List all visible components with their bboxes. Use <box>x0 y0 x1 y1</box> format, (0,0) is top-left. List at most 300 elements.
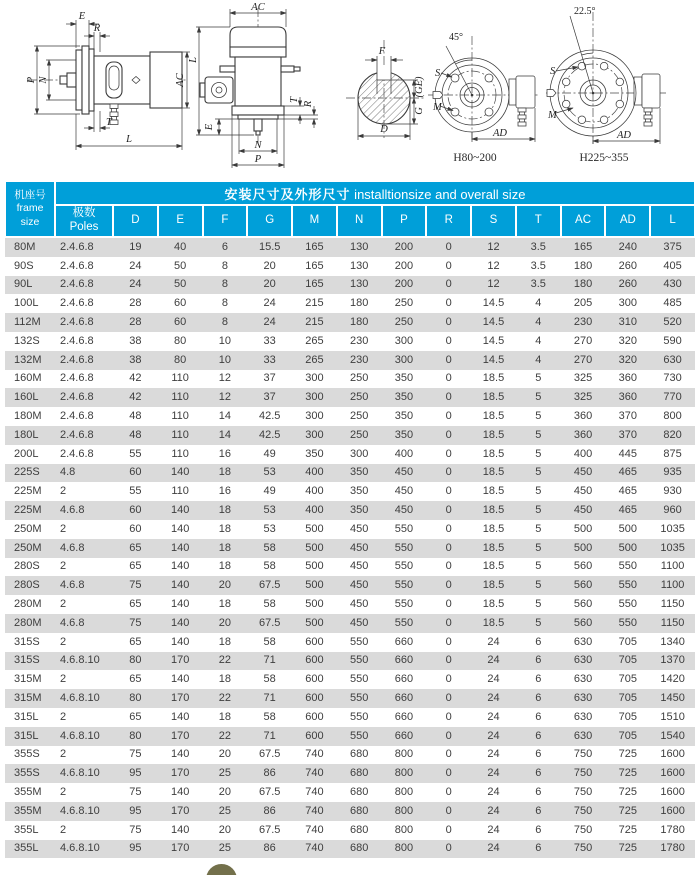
dim-value-cell: 550 <box>350 729 369 742</box>
dim-value-cell: 250 <box>394 297 414 310</box>
dim-value-cell: 140 <box>170 560 190 573</box>
dim-value-cell: 0 <box>445 410 452 423</box>
frame-size-cell: 225M <box>14 485 42 498</box>
dim-value-cell: 170 <box>170 692 190 705</box>
dim-value-cell: 250 <box>394 316 414 329</box>
poles-cell: 2 <box>60 673 67 686</box>
frame-size-cell: 112M <box>14 316 41 329</box>
dim-value-cell: 550 <box>350 692 369 705</box>
dim-value-cell: 1540 <box>660 729 685 742</box>
dim-value-cell: 930 <box>663 485 682 498</box>
frame-size-cell: 355L <box>14 823 39 836</box>
dim-value-cell: 0 <box>445 560 452 573</box>
dim-value-cell: 550 <box>394 598 414 611</box>
dim-value-cell: 5 <box>535 447 542 460</box>
poles-cell: 4.6.8.10 <box>60 729 100 742</box>
dim-value-cell: 18 <box>218 541 232 554</box>
dim-value-cell: 24 <box>487 673 500 686</box>
dim-value-cell: 0 <box>445 428 452 441</box>
dim-value-cell: 14 <box>218 410 232 423</box>
motor-side-view-drawing <box>26 11 190 150</box>
dim-value-cell: 800 <box>394 804 414 817</box>
poles-cell: 4.6.8 <box>60 616 85 629</box>
dim-value-cell: 325 <box>573 372 593 385</box>
dim-value-cell: 25 <box>218 804 232 817</box>
dim-value-cell: 48 <box>129 428 142 441</box>
dim-value-cell: 660 <box>394 635 414 648</box>
dim-value-cell: 5 <box>535 598 542 611</box>
dim-value-cell: 0 <box>445 823 452 836</box>
dim-value-cell: 680 <box>350 786 369 798</box>
dim-value-cell: 800 <box>394 748 414 761</box>
poles-cell: 2.4.6.8 <box>60 428 94 441</box>
dim-value-cell: 550 <box>394 579 414 592</box>
dim-value-cell: 55 <box>129 447 142 460</box>
dim-value-cell: 1035 <box>660 522 685 535</box>
dim-value-cell: 75 <box>129 616 142 629</box>
dim-value-cell: 230 <box>350 334 369 347</box>
dim-value-cell: 800 <box>394 842 414 855</box>
dim-value-cell: 80 <box>129 654 142 667</box>
table-row <box>5 633 695 652</box>
dim-value-cell: 18 <box>218 598 232 611</box>
dim-value-cell: 20 <box>218 616 232 629</box>
dim-value-cell: 730 <box>663 372 682 385</box>
table-row <box>5 764 695 783</box>
dim-value-cell: 165 <box>305 278 324 291</box>
col-header-p: P <box>382 205 427 237</box>
dim-value-cell: 170 <box>170 842 190 855</box>
dim-value-cell: 67.5 <box>258 823 281 836</box>
poles-cell: 2 <box>60 786 67 798</box>
dim-value-cell: 0 <box>445 804 452 817</box>
table-row <box>5 802 695 821</box>
poles-header <box>55 205 113 237</box>
dim-value-cell: 500 <box>618 541 637 554</box>
dim-value-cell: 18 <box>218 673 232 686</box>
dim-value-cell: 450 <box>573 466 593 479</box>
dim-label-t: T <box>106 117 112 128</box>
dim-value-cell: 75 <box>129 579 142 592</box>
dim-value-cell: 130 <box>350 240 369 253</box>
dim-value-cell: 58 <box>263 598 276 611</box>
dim-value-cell: 660 <box>394 692 414 705</box>
dim-value-cell: 4 <box>535 316 542 329</box>
frame-size-cell: 132M <box>14 353 42 366</box>
dim-value-cell: 110 <box>171 410 189 423</box>
dim-value-cell: 4 <box>535 297 542 310</box>
dim-value-cell: 740 <box>305 767 324 780</box>
dim-value-cell: 450 <box>350 598 369 611</box>
dim-value-cell: 820 <box>663 428 682 441</box>
dim-value-cell: 0 <box>445 297 452 310</box>
poles-cell: 4.6.8.10 <box>60 654 100 667</box>
dim-value-cell: 265 <box>305 353 324 366</box>
dim-value-cell: 660 <box>394 673 414 686</box>
dim-value-cell: 0 <box>445 485 452 498</box>
dim-value-cell: 750 <box>573 767 593 780</box>
dim-value-cell: 12 <box>487 240 500 253</box>
dim-value-cell: 58 <box>263 635 276 648</box>
dim-value-cell: 24 <box>487 804 500 817</box>
dim-value-cell: 310 <box>618 316 637 329</box>
dim-value-cell: 24 <box>129 259 142 272</box>
dim-value-cell: 260 <box>618 259 637 272</box>
table-row <box>5 237 695 257</box>
table-row <box>5 783 695 802</box>
dim-value-cell: 550 <box>618 560 637 573</box>
dim-value-cell: 600 <box>305 729 324 742</box>
dim-value-cell: 725 <box>618 767 637 780</box>
dim-value-cell: 71 <box>263 729 276 742</box>
dim-value-cell: 1780 <box>660 842 685 855</box>
dim-value-cell: 740 <box>305 823 324 836</box>
dim-value-cell: 215 <box>305 297 324 310</box>
dim-value-cell: 0 <box>445 673 452 686</box>
dim-value-cell: 140 <box>170 598 190 611</box>
dim-value-cell: 375 <box>663 240 682 253</box>
dim-label-m: M <box>433 102 442 113</box>
dim-value-cell: 800 <box>394 823 414 836</box>
dim-value-cell: 95 <box>129 804 142 817</box>
dim-value-cell: 86 <box>263 767 276 780</box>
frame-size-cell: 225S <box>14 466 40 479</box>
dim-value-cell: 12 <box>487 259 500 272</box>
dim-label-m2: M <box>548 110 557 121</box>
dim-value-cell: 75 <box>129 786 142 798</box>
dim-label-ad2: AD <box>617 130 631 141</box>
dim-value-cell: 140 <box>170 786 190 798</box>
dim-value-cell: 960 <box>663 504 682 517</box>
dim-value-cell: 24 <box>487 654 500 667</box>
poles-cell: 2.4.6.8 <box>60 316 94 329</box>
dim-value-cell: 8 <box>221 259 228 272</box>
dim-value-cell: 270 <box>573 334 593 347</box>
dim-value-cell: 20 <box>218 823 232 836</box>
dim-value-cell: 630 <box>573 635 593 648</box>
dim-value-cell: 110 <box>171 428 189 441</box>
dim-value-cell: 360 <box>618 391 637 404</box>
dim-label-p2: P <box>254 154 262 165</box>
dim-value-cell: 630 <box>573 654 593 667</box>
dim-value-cell: 6 <box>221 240 228 253</box>
dim-value-cell: 500 <box>305 616 324 629</box>
dim-value-cell: 5 <box>535 616 542 629</box>
col-header-m: M <box>292 205 337 237</box>
dim-value-cell: 1600 <box>660 786 685 798</box>
dim-value-cell: 875 <box>663 447 682 460</box>
table-title <box>55 181 695 205</box>
poles-cell: 2.4.6.8 <box>60 447 94 460</box>
dim-value-cell: 240 <box>618 240 637 253</box>
dim-value-cell: 725 <box>618 804 637 817</box>
dim-value-cell: 140 <box>170 823 190 836</box>
dim-value-cell: 300 <box>305 428 324 441</box>
dim-value-cell: 200 <box>394 259 414 272</box>
dim-value-cell: 725 <box>618 748 637 761</box>
dim-value-cell: 725 <box>618 842 637 855</box>
dim-value-cell: 140 <box>170 748 190 761</box>
frame-size-cell: 225M <box>14 504 42 517</box>
dim-value-cell: 49 <box>263 485 276 498</box>
dim-value-cell: 660 <box>394 654 414 667</box>
dim-label-t2: T <box>289 97 300 103</box>
dim-value-cell: 12 <box>218 372 232 385</box>
dim-value-cell: 465 <box>618 466 637 479</box>
table-row <box>5 689 695 708</box>
dim-value-cell: 450 <box>350 579 369 592</box>
dim-value-cell: 22 <box>218 729 232 742</box>
dimension-table <box>4 180 696 858</box>
table-row <box>5 840 695 859</box>
dim-value-cell: 130 <box>350 278 369 291</box>
dim-label-ac2: AC <box>251 2 265 13</box>
dim-value-cell: 5 <box>535 560 542 573</box>
dim-value-cell: 140 <box>170 541 190 554</box>
dim-label-r: R <box>93 23 101 34</box>
dim-value-cell: 14.5 <box>482 334 505 347</box>
frame-size-cell: 180M <box>14 410 42 423</box>
frame-size-cell: 250M <box>14 522 42 535</box>
frame-size-cell: 280M <box>14 598 42 611</box>
dim-value-cell: 485 <box>663 297 682 310</box>
dim-value-cell: 10 <box>218 334 232 347</box>
dim-value-cell: 1450 <box>660 692 685 705</box>
dim-label-d: D <box>380 124 388 135</box>
dim-value-cell: 0 <box>445 240 452 253</box>
dim-value-cell: 140 <box>170 635 190 648</box>
dim-value-cell: 170 <box>170 654 190 667</box>
dim-value-cell: 65 <box>129 560 142 573</box>
table-row <box>5 276 695 295</box>
dim-value-cell: 430 <box>663 278 682 291</box>
dim-value-cell: 0 <box>445 372 452 385</box>
dim-value-cell: 65 <box>129 598 142 611</box>
dim-value-cell: 680 <box>350 842 369 855</box>
frame-size-cell: 90L <box>14 278 33 291</box>
dim-value-cell: 5 <box>535 466 542 479</box>
table-row <box>5 370 695 389</box>
frame-size-header-en: frame size <box>16 202 44 228</box>
frame-size-cell: 160M <box>14 372 42 385</box>
dim-value-cell: 560 <box>573 598 593 611</box>
dim-value-cell: 500 <box>305 598 324 611</box>
dim-value-cell: 180 <box>573 259 593 272</box>
dim-value-cell: 16 <box>218 447 232 460</box>
dim-value-cell: 110 <box>171 391 189 404</box>
frame-size-cell: 315M <box>14 673 42 686</box>
frame-size-cell: 355S <box>14 767 40 780</box>
dim-value-cell: 265 <box>305 334 324 347</box>
table-header <box>5 181 695 237</box>
dim-value-cell: 42 <box>129 372 142 385</box>
dim-value-cell: 0 <box>445 391 452 404</box>
dim-value-cell: 6 <box>535 635 542 648</box>
dim-value-cell: 60 <box>129 466 142 479</box>
poles-cell: 2 <box>60 598 67 611</box>
dim-value-cell: 53 <box>263 466 276 479</box>
dim-value-cell: 60 <box>129 504 142 517</box>
dim-value-cell: 0 <box>445 522 452 535</box>
dim-value-cell: 180 <box>350 316 369 329</box>
dim-value-cell: 740 <box>305 748 324 761</box>
dim-value-cell: 400 <box>305 466 324 479</box>
dim-value-cell: 165 <box>305 240 324 253</box>
frame-size-cell: 280S <box>14 560 40 573</box>
dim-value-cell: 600 <box>305 710 324 723</box>
dim-value-cell: 0 <box>445 334 452 347</box>
dim-value-cell: 130 <box>350 259 369 272</box>
frame-size-cell: 315S <box>14 654 40 667</box>
dim-value-cell: 350 <box>394 410 414 423</box>
frame-size-cell: 315L <box>14 710 39 723</box>
dim-value-cell: 1340 <box>660 635 685 648</box>
col-header-n: N <box>337 205 382 237</box>
dim-value-cell: 18.5 <box>482 372 505 385</box>
dim-value-cell: 6 <box>535 692 542 705</box>
dim-value-cell: 170 <box>170 729 190 742</box>
dim-value-cell: 24 <box>263 297 276 310</box>
table-title-zh: 安装尺寸及外形尺寸 <box>224 186 351 202</box>
motor-front-view-drawing <box>188 2 318 168</box>
dim-value-cell: 24 <box>487 786 500 798</box>
poles-cell: 4.6.8 <box>60 541 85 554</box>
dim-value-cell: 350 <box>305 447 324 460</box>
dim-value-cell: 67.5 <box>258 786 281 798</box>
dim-value-cell: 465 <box>618 504 637 517</box>
poles-cell: 2 <box>60 560 67 573</box>
dim-value-cell: 5 <box>535 428 542 441</box>
table-row <box>5 294 695 313</box>
dim-value-cell: 65 <box>129 541 142 554</box>
dim-value-cell: 6 <box>535 767 542 780</box>
poles-cell: 4.6.8.10 <box>60 767 100 780</box>
dim-value-cell: 18.5 <box>482 410 505 423</box>
frame-size-cell: 355M <box>14 786 42 798</box>
dim-value-cell: 37 <box>263 391 276 404</box>
dim-value-cell: 680 <box>350 767 369 780</box>
dim-value-cell: 60 <box>174 316 187 329</box>
dim-value-cell: 18 <box>218 466 232 479</box>
dim-value-cell: 24 <box>487 635 500 648</box>
dim-value-cell: 6 <box>535 842 542 855</box>
dim-value-cell: 18.5 <box>482 391 505 404</box>
dim-label-n2: N <box>254 140 262 151</box>
dim-value-cell: 400 <box>394 447 414 460</box>
dim-value-cell: 370 <box>618 410 637 423</box>
dim-value-cell: 600 <box>305 654 324 667</box>
dim-value-cell: 0 <box>445 504 452 517</box>
table-row <box>5 332 695 351</box>
dim-value-cell: 215 <box>305 316 324 329</box>
col-header-e: E <box>158 205 203 237</box>
dim-value-cell: 20 <box>263 278 276 291</box>
dim-value-cell: 33 <box>263 334 276 347</box>
dim-value-cell: 550 <box>350 635 369 648</box>
dim-value-cell: 1150 <box>660 598 685 611</box>
dim-value-cell: 630 <box>573 729 593 742</box>
dim-value-cell: 370 <box>618 428 637 441</box>
dim-value-cell: 6 <box>535 673 542 686</box>
dim-value-cell: 12 <box>218 391 232 404</box>
dim-value-cell: 5 <box>535 522 542 535</box>
dim-value-cell: 22 <box>218 692 232 705</box>
dim-value-cell: 170 <box>170 804 190 817</box>
dim-value-cell: 8 <box>221 278 228 291</box>
dim-value-cell: 360 <box>573 428 593 441</box>
dim-value-cell: 140 <box>170 579 190 592</box>
dim-value-cell: 0 <box>445 635 452 648</box>
dim-value-cell: 660 <box>394 729 414 742</box>
dim-value-cell: 15.5 <box>258 240 281 253</box>
technical-drawings <box>0 0 700 178</box>
dim-value-cell: 450 <box>394 504 414 517</box>
dim-value-cell: 630 <box>573 710 593 723</box>
dim-value-cell: 450 <box>573 485 593 498</box>
dim-value-cell: 500 <box>305 541 324 554</box>
dim-value-cell: 205 <box>573 297 593 310</box>
dim-value-cell: 800 <box>394 786 414 798</box>
dim-value-cell: 65 <box>129 635 142 648</box>
dim-value-cell: 740 <box>305 786 324 798</box>
poles-cell: 2.4.6.8 <box>60 391 94 404</box>
dim-value-cell: 58 <box>263 541 276 554</box>
dim-value-cell: 1100 <box>660 560 685 573</box>
table-row <box>5 708 695 727</box>
dim-label-s2: S <box>550 66 556 77</box>
dim-value-cell: 270 <box>573 353 593 366</box>
dim-value-cell: 0 <box>445 316 452 329</box>
poles-cell: 2 <box>60 485 67 498</box>
frame-size-cell: 280M <box>14 616 42 629</box>
dim-value-cell: 5 <box>535 391 542 404</box>
dim-value-cell: 48 <box>129 410 142 423</box>
frame-size-cell: 80M <box>14 240 36 253</box>
dim-value-cell: 140 <box>170 466 190 479</box>
dim-value-cell: 750 <box>573 842 593 855</box>
dim-value-cell: 400 <box>305 504 324 517</box>
col-header-r: R <box>426 205 471 237</box>
dim-value-cell: 550 <box>350 654 369 667</box>
poles-header-zh: 极数 <box>72 207 96 220</box>
flange-view-small-drawing <box>428 32 538 142</box>
table-row <box>5 558 695 577</box>
table-row <box>5 313 695 332</box>
dim-value-cell: 67.5 <box>258 579 281 592</box>
dim-value-cell: 1100 <box>660 579 685 592</box>
dim-value-cell: 42.5 <box>258 428 281 441</box>
dim-value-cell: 1510 <box>660 710 685 723</box>
table-row <box>5 257 695 276</box>
dim-value-cell: 300 <box>350 447 369 460</box>
dim-value-cell: 65 <box>129 673 142 686</box>
dim-value-cell: 300 <box>394 334 414 347</box>
dim-value-cell: 18 <box>218 560 232 573</box>
dim-value-cell: 250 <box>350 391 369 404</box>
poles-cell: 4.6.8.10 <box>60 692 100 705</box>
dim-value-cell: 680 <box>350 823 369 836</box>
col-header-s: S <box>471 205 516 237</box>
dim-value-cell: 80 <box>174 353 187 366</box>
poles-cell: 2 <box>60 522 67 535</box>
poles-cell: 2.4.6.8 <box>60 410 94 423</box>
dim-value-cell: 725 <box>618 786 637 798</box>
flange-view-large-drawing <box>546 6 666 144</box>
dim-value-cell: 6 <box>535 786 542 798</box>
dim-value-cell: 450 <box>394 485 414 498</box>
table-row <box>5 821 695 840</box>
dim-value-cell: 500 <box>618 522 637 535</box>
